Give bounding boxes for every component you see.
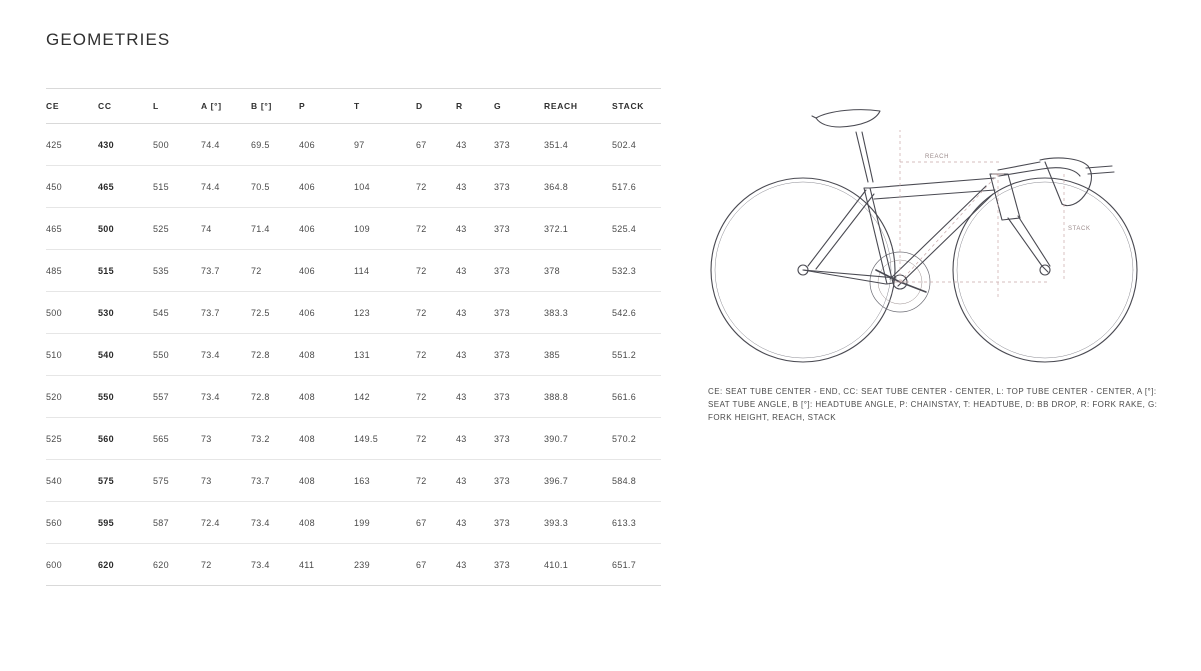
table-row — [46, 250, 661, 292]
cell-p: 408 — [299, 418, 354, 460]
cell-reach: 396.7 — [544, 460, 612, 502]
svg-text:REACH: REACH — [925, 154, 950, 160]
cell-t: 239 — [354, 544, 416, 586]
cell-p: 406 — [299, 292, 354, 334]
cell-a: 73.4 — [201, 334, 251, 376]
cell-r: 43 — [456, 292, 494, 334]
table-header-row — [46, 89, 661, 124]
cell-t: 131 — [354, 334, 416, 376]
table-row — [46, 334, 661, 376]
cell-t: 97 — [354, 124, 416, 166]
cell-r: 43 — [456, 418, 494, 460]
cell-t: 104 — [354, 166, 416, 208]
column-header-b: B [°] — [251, 89, 299, 124]
cell-d: 67 — [416, 124, 456, 166]
cell-ce: 540 — [46, 460, 98, 502]
cell-g: 373 — [494, 460, 544, 502]
cell-reach: 388.8 — [544, 376, 612, 418]
column-header-t: T — [354, 89, 416, 124]
cell-g: 373 — [494, 124, 544, 166]
cell-l: 550 — [153, 334, 201, 376]
column-header-reach: REACH — [544, 89, 612, 124]
cell-r: 43 — [456, 166, 494, 208]
cell-t: 123 — [354, 292, 416, 334]
cell-reach: 364.8 — [544, 166, 612, 208]
cell-cc: 530 — [98, 292, 153, 334]
cell-p: 408 — [299, 334, 354, 376]
cell-a: 72 — [201, 544, 251, 586]
column-header-stack: STACK — [612, 89, 661, 124]
cell-cc: 500 — [98, 208, 153, 250]
cell-ce: 500 — [46, 292, 98, 334]
cell-stack: 502.4 — [612, 124, 661, 166]
table-row — [46, 124, 661, 166]
cell-l: 575 — [153, 460, 201, 502]
cell-cc: 620 — [98, 544, 153, 586]
cell-cc: 515 — [98, 250, 153, 292]
cell-stack: 613.3 — [612, 502, 661, 544]
cell-r: 43 — [456, 208, 494, 250]
cell-g: 373 — [494, 502, 544, 544]
cell-reach: 351.4 — [544, 124, 612, 166]
cell-ce: 465 — [46, 208, 98, 250]
cell-a: 73.7 — [201, 292, 251, 334]
cell-a: 73.4 — [201, 376, 251, 418]
cell-d: 72 — [416, 376, 456, 418]
cell-b: 73.2 — [251, 418, 299, 460]
cell-g: 373 — [494, 208, 544, 250]
cell-r: 43 — [456, 250, 494, 292]
cell-p: 406 — [299, 250, 354, 292]
column-header-a: A [°] — [201, 89, 251, 124]
column-header-r: R — [456, 89, 494, 124]
cell-g: 373 — [494, 334, 544, 376]
cell-b: 72.8 — [251, 334, 299, 376]
cell-cc: 465 — [98, 166, 153, 208]
cell-stack: 525.4 — [612, 208, 661, 250]
cell-ce: 520 — [46, 376, 98, 418]
column-header-l: L — [153, 89, 201, 124]
cell-reach: 385 — [544, 334, 612, 376]
table-header — [46, 89, 661, 124]
cell-cc: 575 — [98, 460, 153, 502]
table-row — [46, 208, 661, 250]
cell-r: 43 — [456, 460, 494, 502]
cell-l: 565 — [153, 418, 201, 460]
cell-l: 620 — [153, 544, 201, 586]
column-header-g: G — [494, 89, 544, 124]
cell-l: 500 — [153, 124, 201, 166]
cell-ce: 485 — [46, 250, 98, 292]
cell-p: 408 — [299, 502, 354, 544]
cell-l: 557 — [153, 376, 201, 418]
cell-b: 72.8 — [251, 376, 299, 418]
page-title: GEOMETRIES — [46, 30, 171, 49]
table-row — [46, 376, 661, 418]
cell-cc: 540 — [98, 334, 153, 376]
cell-l: 587 — [153, 502, 201, 544]
legend-text: CE: SEAT TUBE CENTER - END, CC: SEAT TUBE CENTER - CENTER, L: TOP TUBE CENTER - CENTER, A [°]: SEAT TUBE ANGLE, B [°]: HEADTUBE ANGLE, P: CHAINSTAY, T: HEADTUBE, D: BB DROP, R: FORK RAKE, G: FORK HEIGHT, REACH, STACK — [708, 387, 1158, 423]
table-row — [46, 460, 661, 502]
cell-a: 74.4 — [201, 166, 251, 208]
cell-ce: 600 — [46, 544, 98, 586]
cell-reach: 383.3 — [544, 292, 612, 334]
cell-r: 43 — [456, 334, 494, 376]
cell-d: 67 — [416, 502, 456, 544]
cell-d: 72 — [416, 250, 456, 292]
cell-stack: 651.7 — [612, 544, 661, 586]
cell-d: 72 — [416, 460, 456, 502]
cell-cc: 430 — [98, 124, 153, 166]
cell-p: 406 — [299, 124, 354, 166]
cell-d: 72 — [416, 292, 456, 334]
cell-a: 73 — [201, 460, 251, 502]
column-header-ce: CE — [46, 89, 98, 124]
cell-t: 149.5 — [354, 418, 416, 460]
column-header-p: P — [299, 89, 354, 124]
cell-cc: 595 — [98, 502, 153, 544]
cell-l: 515 — [153, 166, 201, 208]
cell-g: 373 — [494, 166, 544, 208]
cell-ce: 450 — [46, 166, 98, 208]
cell-reach: 390.7 — [544, 418, 612, 460]
cell-l: 535 — [153, 250, 201, 292]
table-row — [46, 418, 661, 460]
cell-ce: 525 — [46, 418, 98, 460]
cell-b: 73.4 — [251, 544, 299, 586]
table-row — [46, 166, 661, 208]
cell-r: 43 — [456, 376, 494, 418]
cell-p: 406 — [299, 208, 354, 250]
cell-t: 163 — [354, 460, 416, 502]
geometry-table-container — [46, 88, 661, 586]
cell-ce: 510 — [46, 334, 98, 376]
cell-b: 73.4 — [251, 502, 299, 544]
cell-stack: 561.6 — [612, 376, 661, 418]
cell-ce: 560 — [46, 502, 98, 544]
cell-l: 525 — [153, 208, 201, 250]
cell-stack: 584.8 — [612, 460, 661, 502]
cell-a: 74.4 — [201, 124, 251, 166]
cell-d: 72 — [416, 166, 456, 208]
cell-reach: 393.3 — [544, 502, 612, 544]
cell-l: 545 — [153, 292, 201, 334]
cell-t: 114 — [354, 250, 416, 292]
cell-b: 72.5 — [251, 292, 299, 334]
cell-cc: 550 — [98, 376, 153, 418]
cell-t: 142 — [354, 376, 416, 418]
cell-g: 373 — [494, 250, 544, 292]
cell-cc: 560 — [98, 418, 153, 460]
table-row — [46, 292, 661, 334]
cell-d: 72 — [416, 418, 456, 460]
table-row — [46, 502, 661, 544]
cell-g: 373 — [494, 292, 544, 334]
cell-r: 43 — [456, 124, 494, 166]
cell-b: 73.7 — [251, 460, 299, 502]
cell-stack: 570.2 — [612, 418, 661, 460]
cell-a: 72.4 — [201, 502, 251, 544]
cell-r: 43 — [456, 502, 494, 544]
cell-a: 74 — [201, 208, 251, 250]
column-header-d: D — [416, 89, 456, 124]
cell-b: 69.5 — [251, 124, 299, 166]
cell-reach: 378 — [544, 250, 612, 292]
column-header-cc: CC — [98, 89, 153, 124]
cell-b: 72 — [251, 250, 299, 292]
cell-ce: 425 — [46, 124, 98, 166]
cell-b: 71.4 — [251, 208, 299, 250]
cell-d: 72 — [416, 334, 456, 376]
cell-b: 70.5 — [251, 166, 299, 208]
cell-d: 72 — [416, 208, 456, 250]
cell-stack: 542.6 — [612, 292, 661, 334]
cell-r: 43 — [456, 544, 494, 586]
cell-t: 109 — [354, 208, 416, 250]
cell-p: 406 — [299, 166, 354, 208]
cell-stack: 517.6 — [612, 166, 661, 208]
cell-p: 408 — [299, 460, 354, 502]
table-body — [46, 124, 661, 586]
bicycle-geometry-diagram — [690, 70, 1180, 380]
cell-p: 411 — [299, 544, 354, 586]
cell-p: 408 — [299, 376, 354, 418]
cell-a: 73.7 — [201, 250, 251, 292]
cell-d: 67 — [416, 544, 456, 586]
cell-g: 373 — [494, 376, 544, 418]
cell-t: 199 — [354, 502, 416, 544]
cell-stack: 532.3 — [612, 250, 661, 292]
cell-stack: 551.2 — [612, 334, 661, 376]
cell-reach: 410.1 — [544, 544, 612, 586]
cell-reach: 372.1 — [544, 208, 612, 250]
table-row — [46, 544, 661, 586]
cell-g: 373 — [494, 544, 544, 586]
svg-text:STACK: STACK — [1068, 226, 1091, 232]
cell-a: 73 — [201, 418, 251, 460]
cell-g: 373 — [494, 418, 544, 460]
geometry-table — [46, 88, 661, 586]
